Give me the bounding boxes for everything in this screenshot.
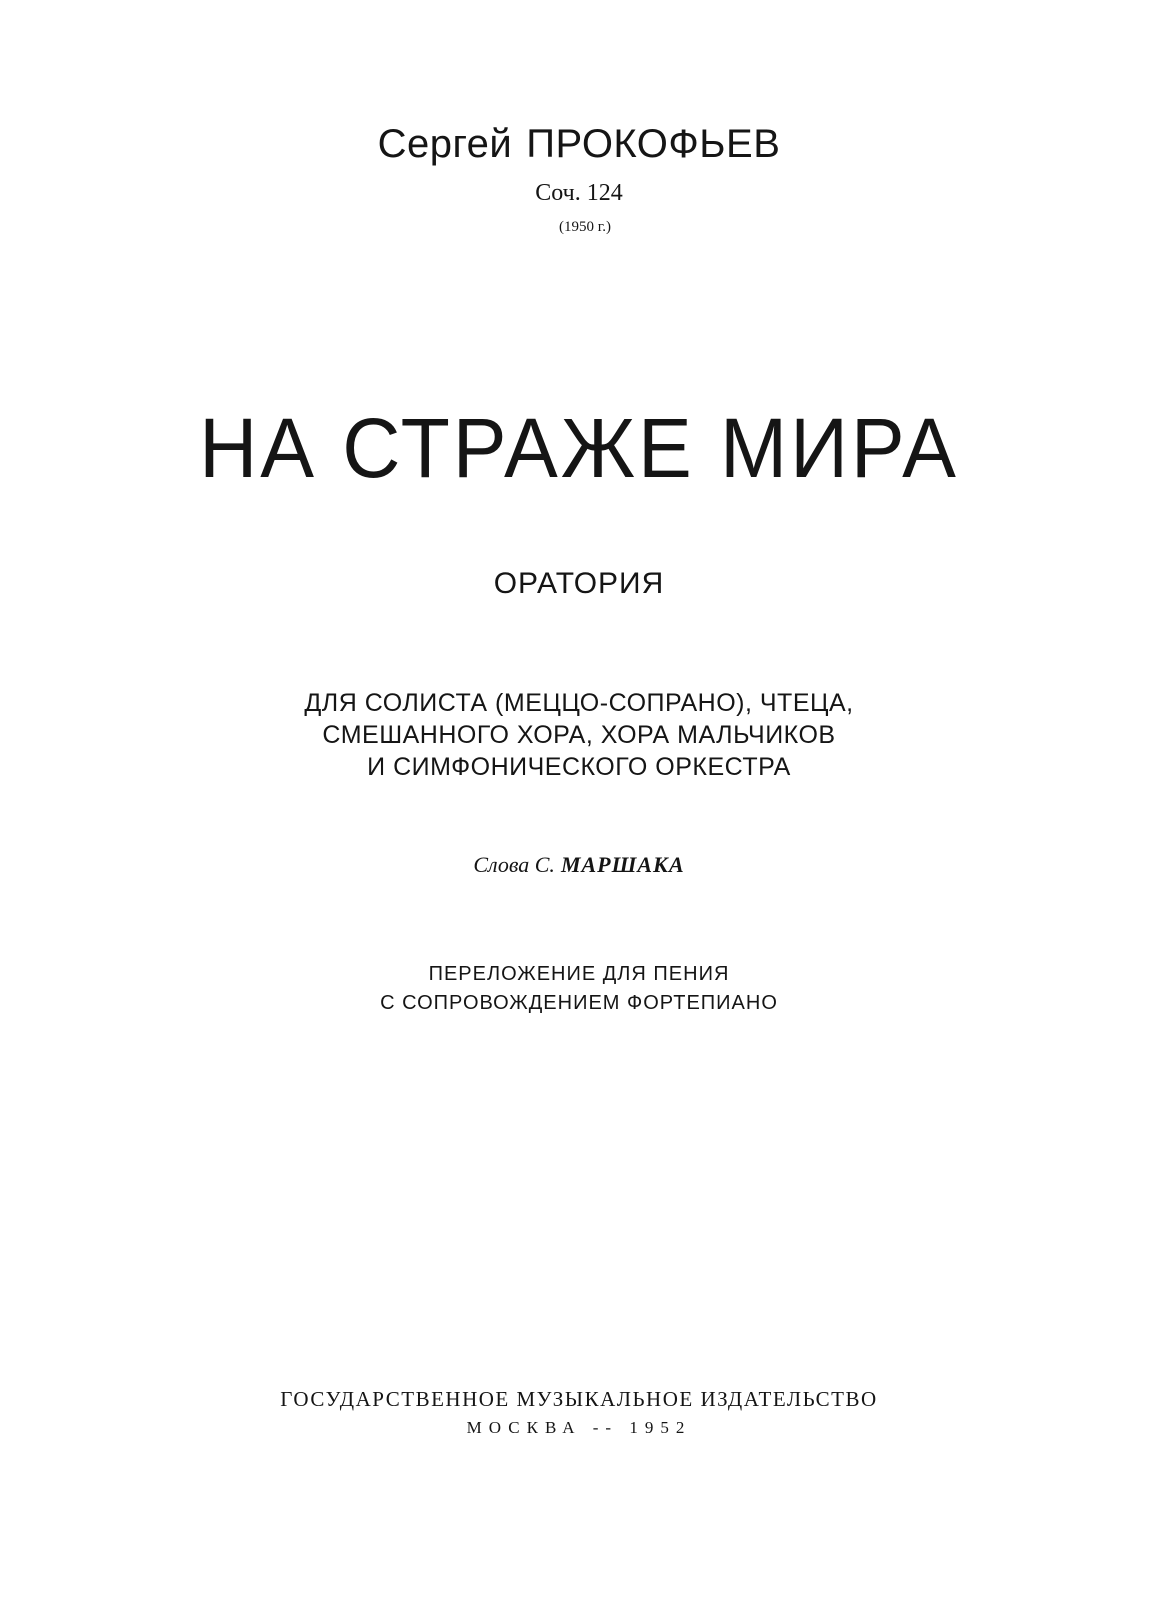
opus-number: Соч. 124 (535, 180, 623, 206)
work-genre: ОРАТОРИЯ (493, 567, 665, 600)
composer-last-name: ПРОКОФЬЕВ (526, 122, 781, 166)
composer-first-name: Сергей (377, 122, 513, 166)
composition-year: (1950 г.) (559, 219, 611, 235)
lyricist-name: МАРШАКА (560, 852, 685, 877)
composer-name (0, 122, 1158, 167)
lyrics-credit (0, 852, 1158, 878)
arrangement-line: С СОПРОВОЖДЕНИЕМ ФОРТЕПИАНО (380, 992, 778, 1014)
publisher-name: ГОСУДАРСТВЕННОЕ МУЗЫКАЛЬНОЕ ИЗДАТЕЛЬСТВО (280, 1387, 878, 1411)
work-title: НА СТРАЖЕ МИРА (199, 401, 959, 495)
scoring-line: И СИМФОНИЧЕСКОГО ОРКЕСТРА (367, 753, 791, 781)
scoring-line: СМЕШАННОГО ХОРА, ХОРА МАЛЬЧИКОВ (322, 721, 836, 749)
publication-place-year: МОСКВА -- 1952 (466, 1418, 692, 1437)
lyrics-credit-prefix: Слова С. (473, 852, 555, 877)
scoring-line: ДЛЯ СОЛИСТА (МЕЦЦО-СОПРАНО), ЧТЕЦА, (304, 689, 854, 717)
arrangement-note (0, 960, 1158, 1018)
scoring-description (0, 687, 1158, 783)
arrangement-line: ПЕРЕЛОЖЕНИЕ ДЛЯ ПЕНИЯ (428, 963, 730, 985)
